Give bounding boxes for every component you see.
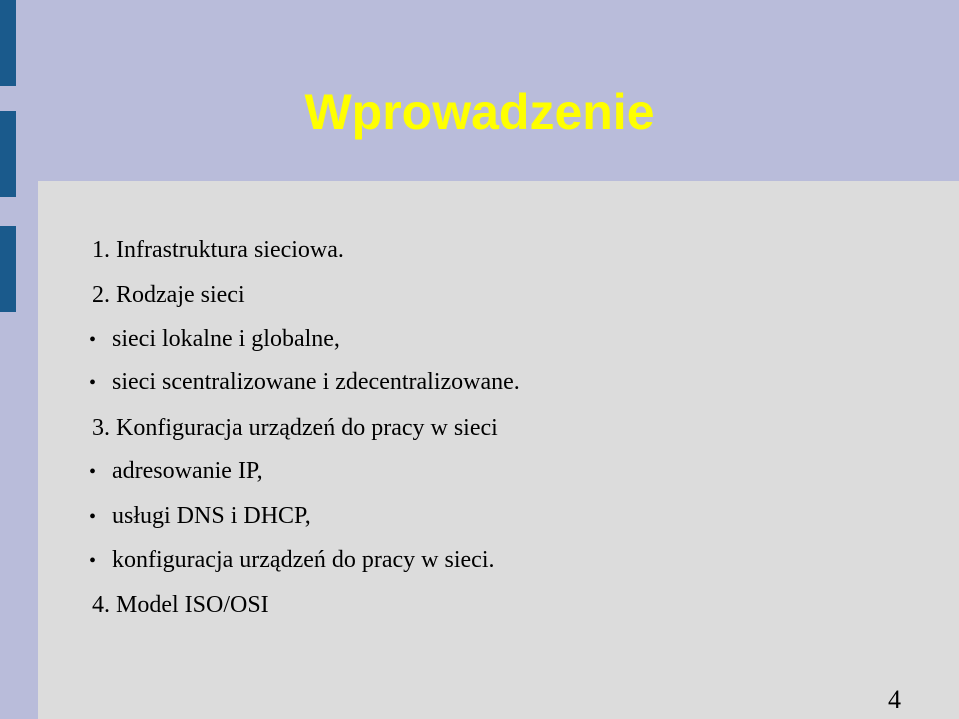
bullet-icon: • [89, 461, 97, 483]
accent-bar-top [0, 0, 16, 86]
page-number: 4 [888, 685, 901, 714]
sub-item-device-config: konfiguracja urządzeń do pracy w sieci. [112, 547, 495, 573]
list-item-2: 2. Rodzaje sieci [92, 282, 245, 308]
bullet-icon: • [89, 329, 97, 351]
sub-item-centralized: sieci scentralizowane i zdecentralizowane. [112, 369, 520, 395]
sub-item-dns-dhcp: usługi DNS i DHCP, [112, 503, 311, 529]
accent-bar-bottom [0, 226, 16, 312]
bullet-icon: • [89, 506, 97, 528]
bullet-icon: • [89, 550, 97, 572]
bullet-icon: • [89, 372, 97, 394]
sub-item-local-global: sieci lokalne i globalne, [112, 326, 340, 352]
list-item-1: 1. Infrastruktura sieciowa. [92, 237, 344, 263]
sub-item-ip-addressing: adresowanie IP, [112, 458, 263, 484]
slide-title: Wprowadzenie [304, 84, 655, 140]
list-item-3: 3. Konfiguracja urządzeń do pracy w sieci [92, 415, 498, 441]
list-item-4: 4. Model ISO/OSI [92, 592, 269, 618]
